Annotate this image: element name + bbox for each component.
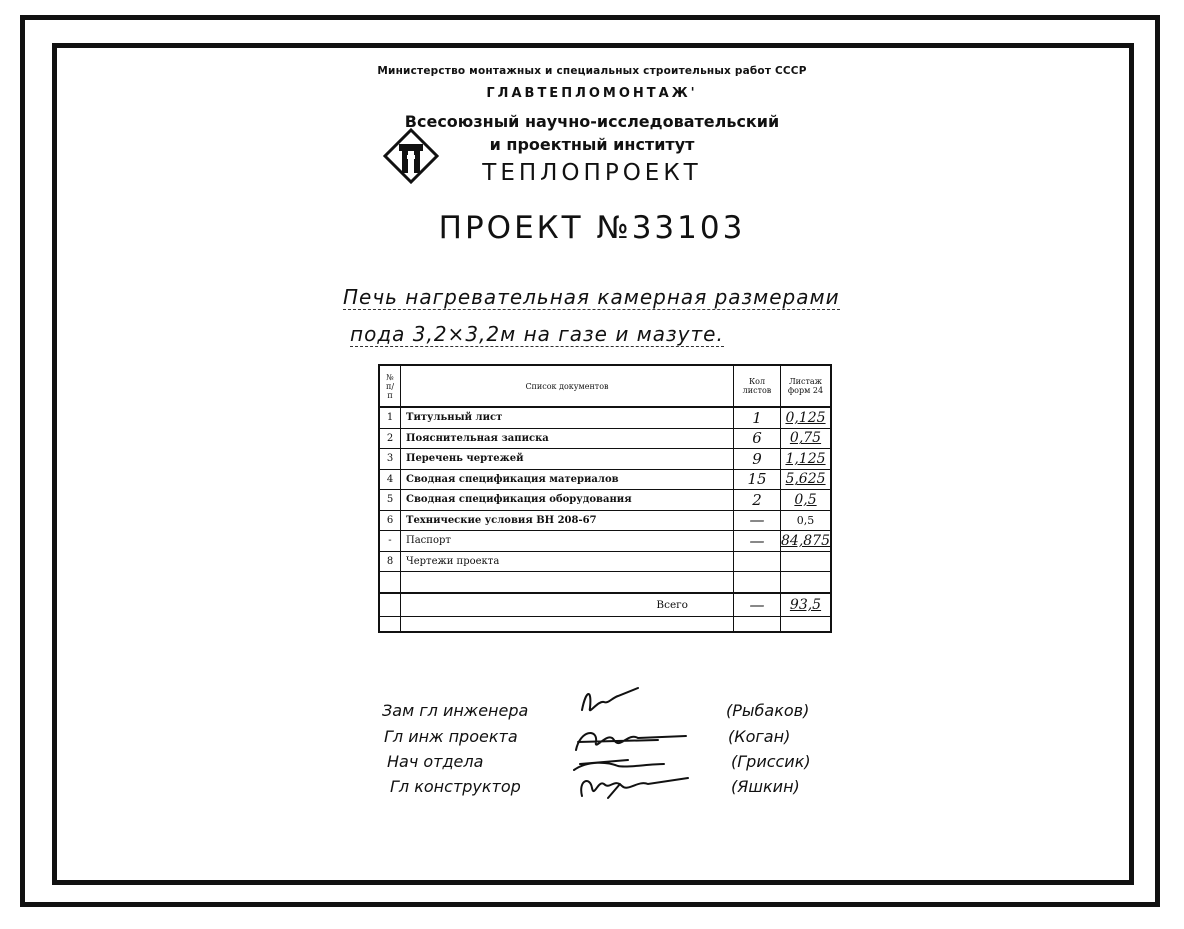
row-sheets: —: [734, 510, 781, 531]
table-row: [379, 428, 831, 449]
handwritten-signatures: [568, 680, 708, 810]
col-header-sheets: Кол листов: [734, 365, 781, 407]
empty-cell: [401, 572, 734, 593]
table-total-row: [379, 593, 831, 617]
signature-2: [576, 733, 686, 750]
table-row: [379, 469, 831, 490]
row-forms: 1,125: [781, 449, 832, 470]
row-forms: 0,125: [781, 407, 832, 428]
empty-cell: [734, 616, 781, 632]
row-name: Пояснительная записка: [401, 428, 734, 449]
institute-name: ТЕПЛОПРОЕКТ: [482, 160, 702, 186]
table-row: [379, 531, 831, 552]
signoff-role: Гл инж проекта: [384, 727, 518, 746]
institute-line-1: Всесоюзный научно-исследовательский: [404, 112, 780, 131]
row-num: 6: [379, 510, 401, 531]
empty-cell: [401, 616, 734, 632]
document-list-table: [378, 364, 832, 633]
empty-cell: [734, 572, 781, 593]
table-row: [379, 551, 831, 572]
institute-line-2: и проектный институт: [489, 135, 695, 154]
signoff-name: (Рыбаков): [726, 701, 810, 720]
row-num: 2: [379, 428, 401, 449]
row-forms: 84,875: [781, 531, 832, 552]
signature-3: [574, 760, 664, 770]
table-row: [379, 510, 831, 531]
signature-1: [582, 688, 638, 710]
col-header-num: № п/п: [379, 365, 401, 407]
row-name: Технические условия ВН 208-67: [401, 510, 734, 531]
col-header-name: Список документов: [401, 365, 734, 407]
row-name: Перечень чертежей: [401, 449, 734, 470]
table-row: [379, 449, 831, 470]
row-name: Сводная спецификация материалов: [401, 469, 734, 490]
table-header-row: [379, 365, 831, 407]
empty-cell: [781, 572, 832, 593]
row-num: 8: [379, 551, 401, 572]
table-row: [379, 407, 831, 428]
institute-logo-icon: [383, 128, 439, 184]
row-name: Паспорт: [401, 531, 734, 552]
row-sheets: 9: [734, 449, 781, 470]
project-number: ПРОЕКТ №33103: [438, 210, 746, 246]
row-name: Сводная спецификация оборудования: [401, 490, 734, 511]
empty-cell: [781, 616, 832, 632]
empty-cell: [379, 593, 401, 617]
total-forms: 93,5: [781, 593, 832, 617]
signoff-role: Зам гл инженера: [382, 701, 529, 720]
row-sheets: —: [734, 531, 781, 552]
signoff-name: (Гриссик): [731, 752, 811, 771]
row-forms: 0,75: [781, 428, 832, 449]
row-name: Чертежи проекта: [401, 551, 734, 572]
signature-4: [581, 778, 688, 798]
table-row-empty: [379, 616, 831, 632]
signoff-name: (Коган): [728, 727, 791, 746]
empty-cell: [379, 572, 401, 593]
signoff-role: Нач отдела: [387, 752, 484, 771]
row-sheets: 15: [734, 469, 781, 490]
col-header-forms: Листаж форм 24: [781, 365, 832, 407]
row-num: -: [379, 531, 401, 552]
row-num: 3: [379, 449, 401, 470]
ministry-line: Министерство монтажных и специальных строительных работ СССР: [377, 65, 807, 77]
project-title-line-2: пода 3,2×3,2м на газе и мазуте.: [350, 322, 724, 346]
glavk-line: ГЛАВТЕПЛОМОНТАЖ': [486, 86, 698, 101]
table-row: [379, 490, 831, 511]
row-sheets: 2: [734, 490, 781, 511]
signoff-role: Гл конструктор: [390, 777, 521, 796]
row-sheets: [734, 551, 781, 572]
row-num: 4: [379, 469, 401, 490]
row-num: 5: [379, 490, 401, 511]
total-sheets: —: [734, 593, 781, 617]
row-num: 1: [379, 407, 401, 428]
signoff-name: (Яшкин): [731, 777, 800, 796]
row-sheets: 6: [734, 428, 781, 449]
row-forms: 0,5: [781, 510, 832, 531]
project-title-line-1: Печь нагревательная камерная размерами: [343, 285, 840, 309]
row-sheets: 1: [734, 407, 781, 428]
table-row-empty: [379, 572, 831, 593]
row-name: Титульный лист: [401, 407, 734, 428]
empty-cell: [379, 616, 401, 632]
row-forms: 5,625: [781, 469, 832, 490]
row-forms: 0,5: [781, 490, 832, 511]
row-forms: [781, 551, 832, 572]
total-label: Всего: [401, 593, 734, 617]
